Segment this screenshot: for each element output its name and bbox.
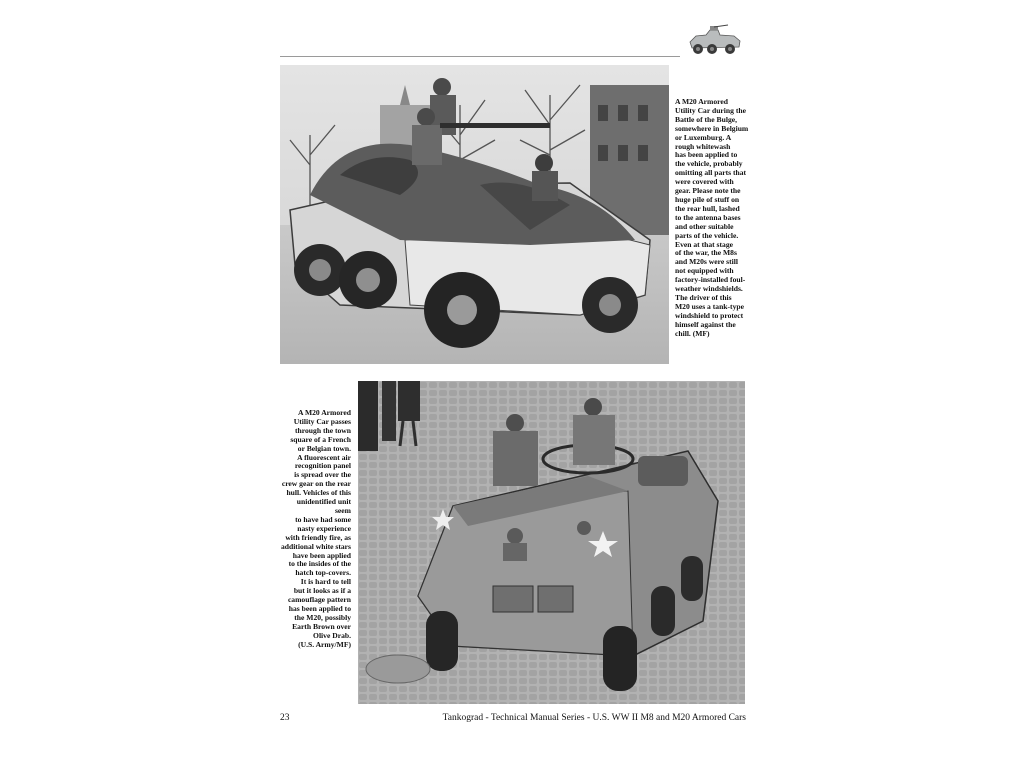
photo-caption: A M20 Armored Utility Car passes through the town square of a French or Belgian town. A fluorescent air recognition panel is spread over the crew gear on the rear hull. Vehicles of this unidentified unit seem to have had some nasty experience with friendly fire, as additional white stars have been applied to the insides of the hatch top-covers. It is hard to tell but it looks as if a camouflage pattern has been applied to the M20, possibly Earth Brown over Olive Drab. (U.S. Army/MF) — [280, 408, 351, 649]
armored-car-icon — [684, 22, 746, 58]
photo-caption: A M20 Armored Utility Car during the Battle of the Bulge, somewhere in Belgium or Luxemburg. A rough whitewash has been applied to the vehicle, probably omitting all parts that were covered with gear. Please note the huge pile of stuff on the rear hull, lashed to the antenna bases and other suitable parts of the vehicle. Even at that stage of the war, the M8s and M20s were still not equipped with factory-installed foul- weather windshields. The driver of this M20 uses a tank-type windshield to protect himself against the chill. (MF) — [675, 97, 749, 338]
page-number: 23 — [280, 713, 290, 723]
m20-battle-of-bulge-photo — [280, 65, 669, 364]
m20-town-square-photo — [358, 381, 745, 704]
running-footer-title: Tankograd - Technical Manual Series - U.S. WW II M8 and M20 Armored Cars — [442, 713, 746, 723]
header-rule — [280, 56, 680, 57]
